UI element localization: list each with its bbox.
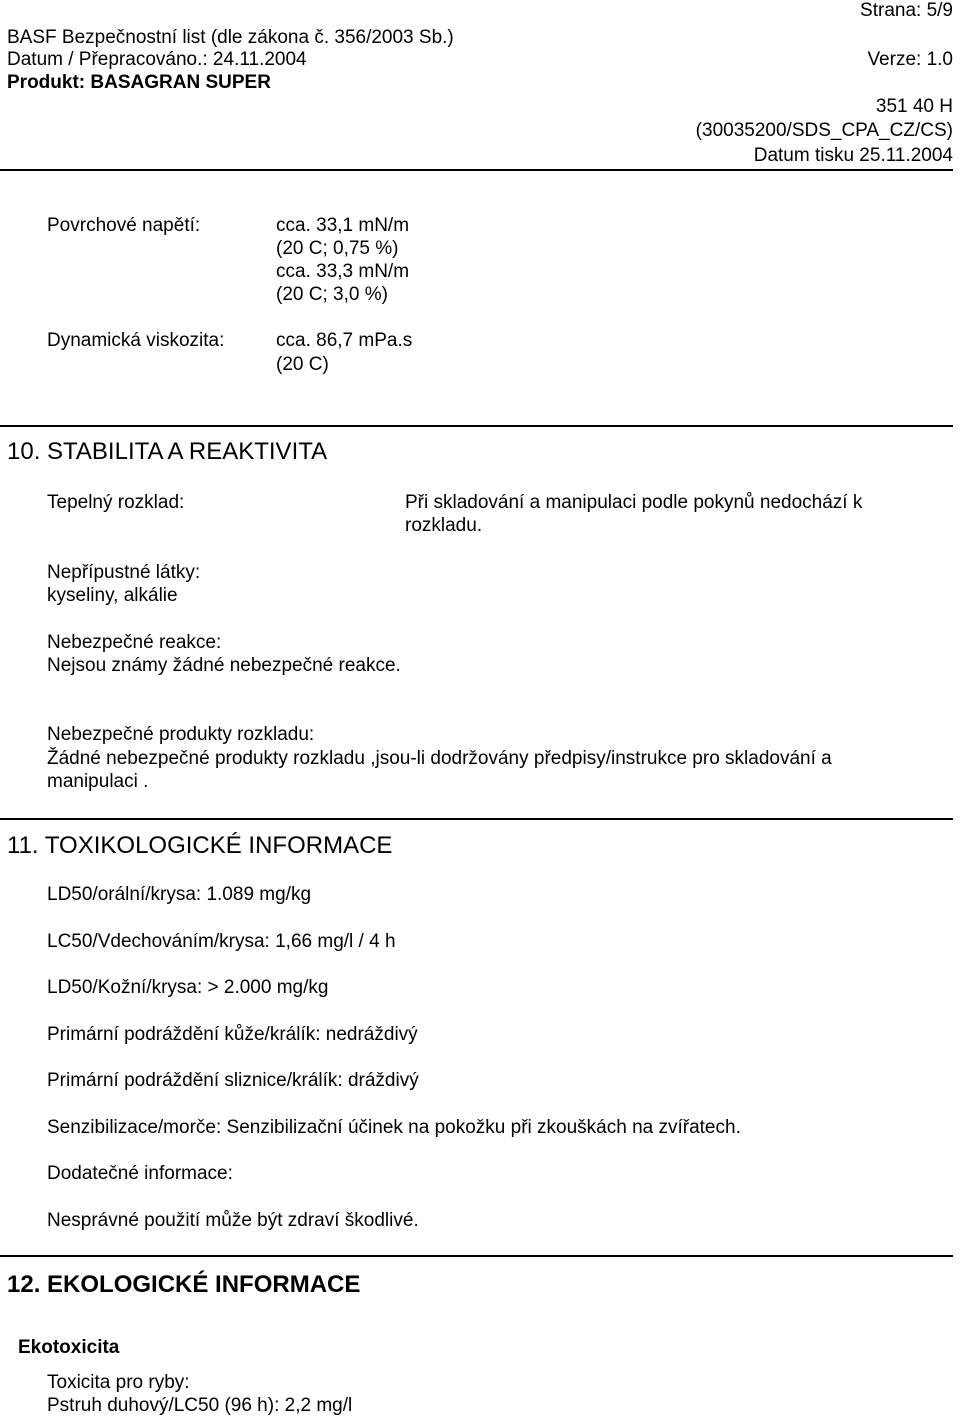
header-divider — [0, 169, 953, 171]
section-12-heading: 12. EKOLOGICKÉ INFORMACE — [7, 1271, 361, 1298]
tox-item: Senzibilizace/morče: Senzibilizační účinek na pokožku při zkouškách na zvířatech. — [47, 1117, 741, 1138]
product-line — [7, 72, 271, 94]
product-name: BASAGRAN SUPER — [90, 72, 271, 93]
viscosity-cond: (20 C) — [276, 354, 329, 375]
document-title: BASF Bezpečnostní list (dle zákona č. 356/2003 Sb.) — [7, 27, 454, 48]
revision-date: Datum / Přepracováno.: 24.11.2004 — [7, 49, 307, 70]
thermal-decomposition-label: Tepelný rozklad: — [47, 492, 185, 513]
hazardous-reactions-label: Nebezpečné reakce: — [47, 632, 222, 653]
sds-id: (30035200/SDS_CPA_CZ/CS) — [695, 120, 953, 141]
thermal-decomposition-line-2: rozkladu. — [405, 515, 483, 536]
surface-tension-label: Povrchové napětí: — [47, 215, 201, 236]
decomposition-products-line-2: manipulaci . — [47, 771, 149, 792]
tox-item: Dodatečné informace: — [47, 1163, 233, 1184]
incompatible-materials-value: kyseliny, alkálie — [47, 585, 178, 606]
section-12-divider — [0, 1255, 953, 1257]
tox-item: Primární podráždění kůže/králík: nedráždivý — [47, 1024, 418, 1045]
hazardous-reactions-value: Nejsou známy žádné nebezpečné reakce. — [47, 655, 401, 676]
surface-tension-cond-2: (20 C; 3,0 %) — [276, 284, 388, 305]
thermal-decomposition-line-1: Při skladování a manipulaci podle pokynů nedochází k — [405, 492, 863, 513]
viscosity-label: Dynamická viskozita: — [47, 330, 225, 351]
section-11-divider — [0, 818, 953, 820]
tox-item: Primární podráždění sliznice/králík: dráždivý — [47, 1070, 419, 1091]
viscosity-value: cca. 86,7 mPa.s — [276, 330, 413, 351]
tox-item: LC50/Vdechováním/krysa: 1,66 mg/l / 4 h — [47, 931, 396, 952]
incompatible-materials-label: Nepřípustné látky: — [47, 562, 201, 583]
product-code: 351 40 H — [875, 96, 953, 117]
section-10-divider — [0, 425, 953, 427]
tox-item: LD50/Kožní/krysa: > 2.000 mg/kg — [47, 977, 329, 998]
decomposition-products-line-1: Žádné nebezpečné produkty rozkladu ,jsou-li dodržovány předpisy/instrukce pro skladování a — [47, 748, 832, 769]
decomposition-products-label: Nebezpečné produkty rozkladu: — [47, 724, 315, 745]
fish-toxicity-value: Pstruh duhový/LC50 (96 h): 2,2 mg/l — [47, 1395, 353, 1416]
tox-item: LD50/orální/krysa: 1.089 mg/kg — [47, 884, 312, 905]
section-11-heading: 11. TOXIKOLOGICKÉ INFORMACE — [7, 832, 393, 859]
surface-tension-cond-1: (20 C; 0,75 %) — [276, 238, 399, 259]
ecotoxicity-subheading: Ekotoxicita — [18, 1337, 120, 1358]
product-label: Produkt: — [7, 72, 86, 93]
page-number: Strana: 5/9 — [860, 0, 953, 21]
surface-tension-value-1: cca. 33,1 mN/m — [276, 215, 410, 236]
surface-tension-value-2: cca. 33,3 mN/m — [276, 261, 410, 282]
version: Verze: 1.0 — [867, 49, 953, 70]
fish-toxicity-label: Toxicita pro ryby: — [47, 1372, 190, 1393]
print-date: Datum tisku 25.11.2004 — [753, 145, 953, 166]
tox-item: Nesprávné použití může být zdraví škodlivé. — [47, 1210, 419, 1231]
section-10-heading: 10. STABILITA A REAKTIVITA — [7, 438, 328, 465]
